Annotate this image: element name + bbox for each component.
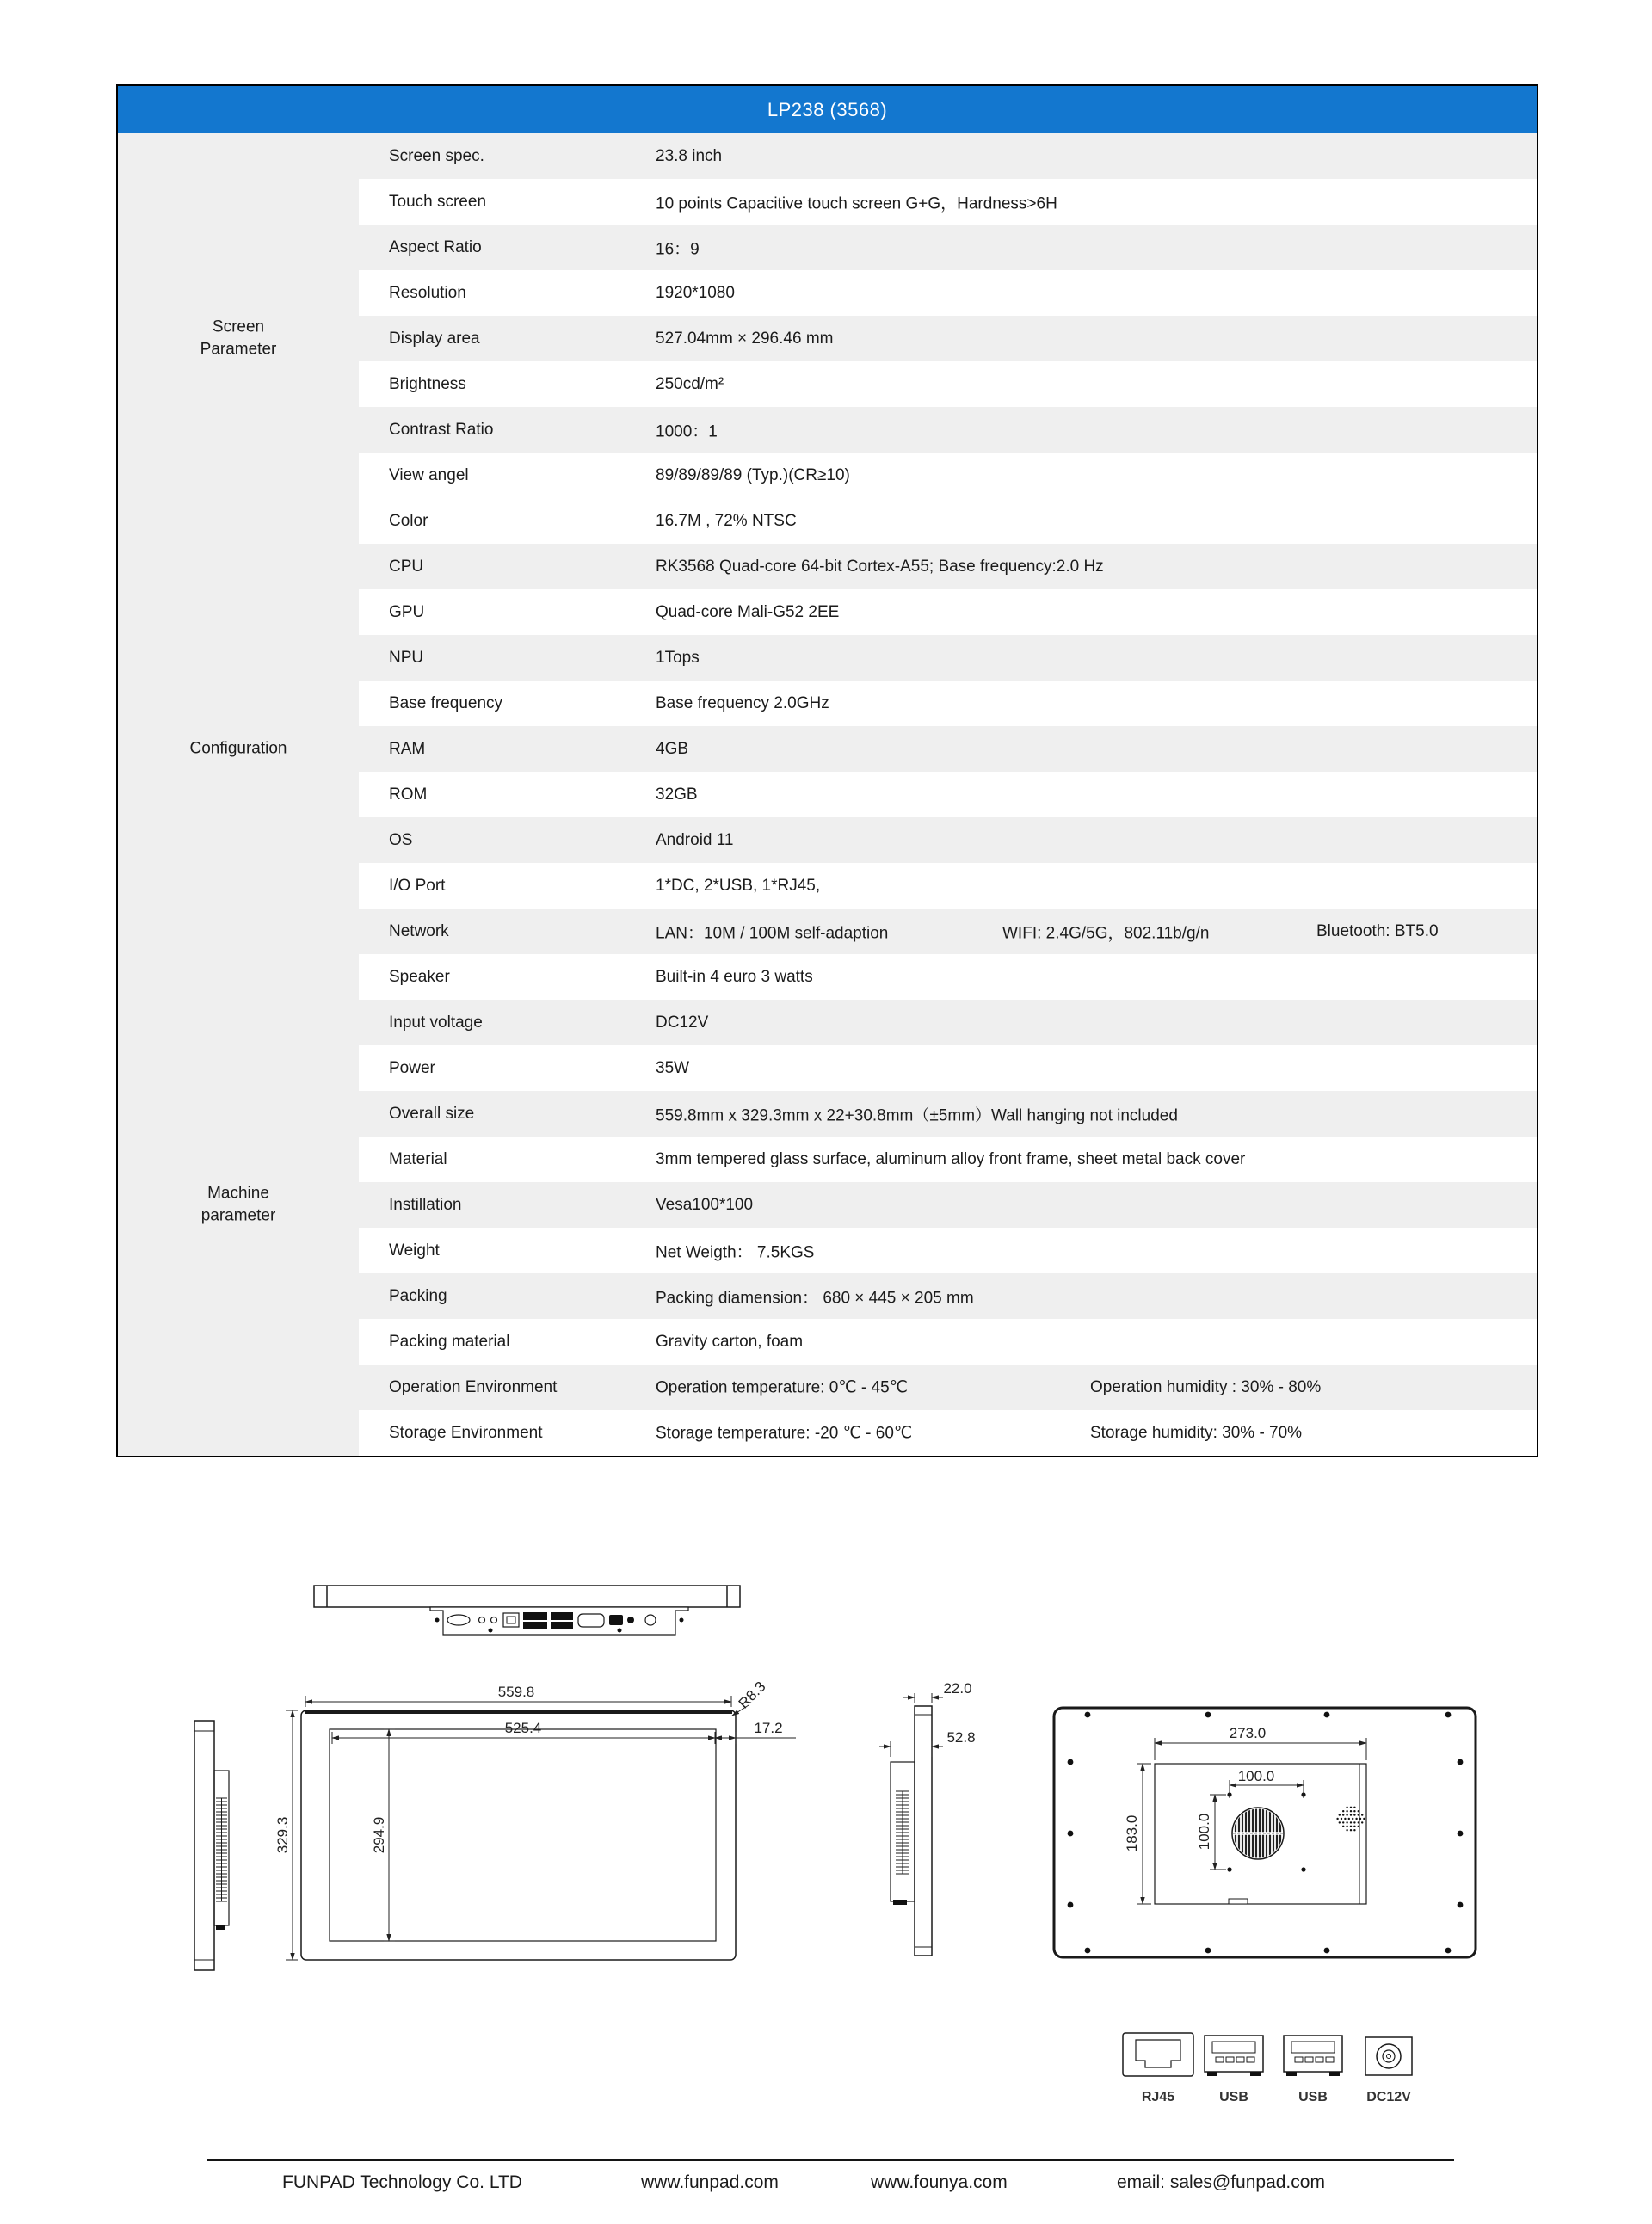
row-label: Packing material [389,1332,510,1351]
row-value-text: 559.8mm x 329.3mm x 22+30.8mm（±5mm）Wall hanging not included [656,1106,1178,1124]
dim-front-inner-height: 294.9 [371,1816,387,1854]
row-label: Input voltage [389,1013,483,1032]
footer-website-funpad: www.funpad.com [641,2172,779,2192]
row-value-text: Gravity carton, foam [656,1332,804,1351]
row-label: Speaker [389,967,450,986]
row-label: CPU [389,557,424,576]
row-value-text: 89/89/89/89 (Typ.)(CR≥10) [656,465,850,484]
row-value-text: Android 11 [656,830,734,849]
section-label-text: Machine parameter [200,1183,276,1225]
dim-front-height: 329.3 [274,1816,291,1854]
dim-front-inner-width: 525.4 [504,1720,542,1736]
row-label: Resolution [389,283,466,302]
row-label: Storage Environment [389,1423,543,1442]
table-row [359,681,1537,726]
table-row [359,1410,1537,1456]
row-value-text: 16：9 [656,240,700,258]
port-label-dc12v: DC12V [1366,2090,1411,2104]
port-label-usb1: USB [1219,2090,1248,2104]
row-value-part: Storage humidity: 30% - 70% [1090,1423,1303,1442]
row-label: Aspect Ratio [389,237,482,256]
row-label: OS [389,830,413,849]
row-value [656,681,1537,726]
row-value [656,1365,1537,1410]
dim-front-width: 559.8 [497,1684,535,1700]
table-row [359,1137,1537,1182]
dim-bezel: 17.2 [754,1720,783,1736]
row-value-part: LAN：10M / 100M self-adaption [656,924,889,942]
table-row [359,270,1537,316]
row-label: I/O Port [389,876,446,895]
row-label: Power [389,1058,435,1077]
table-title: LP238 (3568) [118,86,1537,133]
spec-table [116,84,1538,1457]
row-label: Base frequency [389,693,503,712]
row-value-text: 250cd/m² [656,374,724,393]
row-value [656,726,1537,772]
row-label: GPU [389,602,425,621]
row-value-part: Operation humidity : 30% - 80% [1090,1377,1322,1396]
table-row [359,909,1537,954]
row-value-text: Built-in 4 euro 3 watts [656,967,813,986]
table-row [359,954,1537,1000]
row-value [656,407,1537,453]
table-row [359,1091,1537,1137]
rj45-port-icon [1123,2033,1193,2076]
port-label-usb2: USB [1298,2090,1328,2104]
row-value [656,544,1537,589]
side-view-right-drawing [879,1693,943,1956]
top-view-drawing [314,1586,740,1635]
section-label [118,1182,359,1228]
row-value-text: Vesa100*100 [656,1195,754,1214]
row-label: Material [389,1149,447,1168]
row-value-text: 1Tops [656,648,700,667]
row-value [656,1319,1537,1365]
row-value [656,316,1537,361]
page-footer [206,2159,1454,2204]
side-profile-left-drawing [194,1721,229,1970]
dim-back-plate-height: 183.0 [1124,1814,1140,1852]
row-value-part: Storage temperature: -20 ℃ - 60℃ [656,1424,913,1442]
row-value [656,772,1537,817]
row-value [656,817,1537,863]
row-value-text: 10 points Capacitive touch screen G+G，Hardness>6H [656,194,1057,213]
row-value [656,635,1537,681]
section-label-text: Configuration [189,739,287,758]
row-value [656,589,1537,635]
section-label [118,737,359,761]
row-value [656,361,1537,407]
table-row [359,179,1537,225]
row-label: Weight [389,1241,440,1260]
row-value-text: 1920*1080 [656,283,735,302]
table-row [359,726,1537,772]
table-row [359,133,1537,179]
row-value-text: 16.7M , 72% NTSC [656,511,797,530]
table-row [359,1182,1537,1228]
technical-drawings [0,1540,1652,2147]
port-label-rj45: RJ45 [1141,2090,1175,2104]
row-value-text: Base frequency 2.0GHz [656,693,829,712]
row-value [656,225,1537,270]
row-value-text: 35W [656,1058,690,1077]
row-value-text: Packing diamension： 680 × 445 × 205 mm [656,1289,974,1307]
table-row [359,361,1537,407]
row-value-text: Net Weigth： 7.5KGS [656,1243,815,1261]
footer-company: FUNPAD Technology Co. LTD [282,2172,522,2192]
row-value-text: 1*DC, 2*USB, 1*RJ45, [656,876,821,895]
dim-back-plate-width: 273.0 [1229,1725,1267,1741]
row-value-text: 3mm tempered glass surface, aluminum alloy front frame, sheet metal back cover [656,1149,1246,1168]
dim-side-depth: 52.8 [946,1729,976,1746]
row-value [656,1410,1537,1456]
table-row [359,498,1537,544]
row-value [656,1045,1537,1091]
table-row [359,1365,1537,1410]
row-value-text: 4GB [656,739,689,758]
dim-vesa-height: 100.0 [1196,1813,1212,1851]
table-row [359,1228,1537,1273]
table-row [359,1045,1537,1091]
row-label: Overall size [389,1104,475,1123]
row-label: Touch screen [389,192,487,211]
row-value-text: 1000：1 [656,422,718,440]
dim-side-thickness: 22.0 [943,1680,972,1697]
table-row [359,1319,1537,1365]
section-label-text: Screen Parameter [200,317,277,359]
row-value-text: 32GB [656,785,698,804]
row-value [656,863,1537,909]
row-label: Brightness [389,374,466,393]
row-value [656,1091,1537,1137]
row-label: Packing [389,1286,447,1305]
dim-corner-radius: R8.3 [735,1678,769,1712]
row-value-part: Bluetooth: BT5.0 [1316,921,1439,940]
row-label: View angel [389,465,469,484]
table-row [359,772,1537,817]
table-row [359,817,1537,863]
row-value [656,1182,1537,1228]
section-label [118,316,359,361]
table-row [359,316,1537,361]
usb-port-icon-1 [1205,2036,1263,2076]
row-value [656,1137,1537,1182]
dim-vesa-width: 100.0 [1237,1768,1275,1784]
dc12v-port-icon [1365,2037,1412,2075]
row-label: Display area [389,329,480,348]
row-label: ROM [389,785,428,804]
row-label: RAM [389,739,426,758]
row-value-text: 527.04mm × 296.46 mm [656,329,834,348]
row-value-text: RK3568 Quad-core 64-bit Cortex-A55; Base frequency:2.0 Hz [656,557,1104,576]
table-row [359,407,1537,453]
table-row [359,1273,1537,1319]
row-value-part: WIFI: 2.4G/5G，802.11b/g/n [1002,924,1210,942]
row-value [656,270,1537,316]
usb-port-icon-2 [1284,2036,1342,2076]
row-label: Screen spec. [389,146,484,165]
row-value [656,133,1537,179]
row-value-text: DC12V [656,1013,709,1032]
footer-email: email: sales@funpad.com [1117,2172,1325,2192]
table-row [359,589,1537,635]
table-row [359,635,1537,681]
row-label: Network [389,921,449,940]
row-value [656,1000,1537,1045]
row-value [656,1273,1537,1319]
table-row [359,453,1537,498]
row-value [656,1228,1537,1273]
table-row [359,544,1537,589]
row-label: Contrast Ratio [389,420,494,439]
row-value-text: 23.8 inch [656,146,723,165]
table-row [359,225,1537,270]
row-label: NPU [389,648,424,667]
row-label: Operation Environment [389,1377,558,1396]
table-row [359,863,1537,909]
row-value-text: Quad-core Mali-G52 2EE [656,602,840,621]
table-rows [118,133,1537,1456]
back-view-drawing [1054,1708,1476,1957]
row-label: Color [389,511,428,530]
row-value [656,453,1537,498]
footer-website-founya: www.founya.com [871,2172,1008,2192]
row-value [656,498,1537,544]
row-value [656,954,1537,1000]
row-label: Instillation [389,1195,462,1214]
table-row [359,1000,1537,1045]
row-value-part: Operation temperature: 0℃ - 45℃ [656,1378,908,1396]
row-value [656,179,1537,225]
row-value [656,909,1537,954]
